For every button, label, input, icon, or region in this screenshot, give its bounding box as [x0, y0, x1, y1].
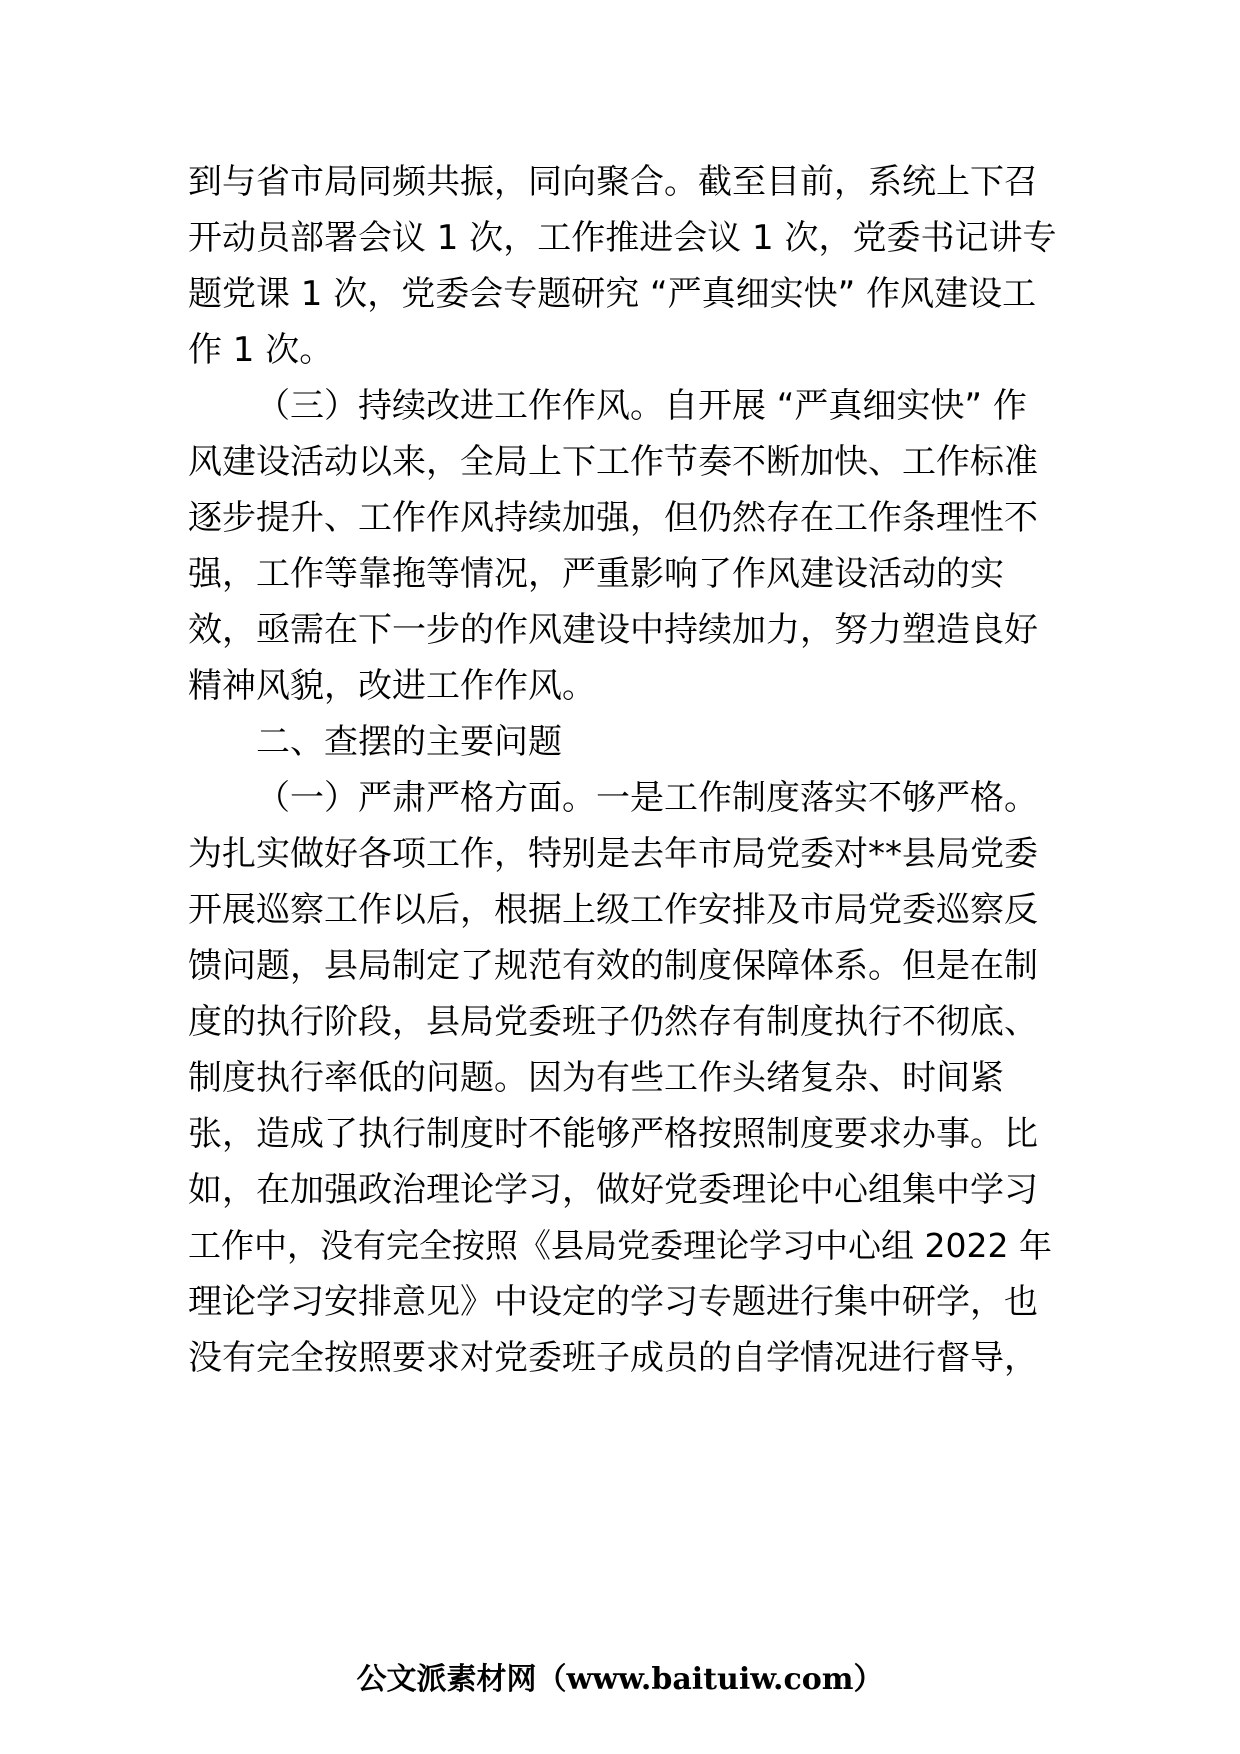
paragraph-line: 馈问题，县局制定了规范有效的制度保障体系。但是在制 — [188, 946, 1038, 986]
paragraph-line: 张，造成了执行制度时不能够严格按照制度要求办事。比 — [188, 1114, 1038, 1154]
paragraph-line: 题党课 1 次，党委会专题研究 “严真细实快” 作风建设工 — [188, 274, 1037, 314]
paragraph-line: （三）持续改进工作作风。自开展 “严真细实快” 作 — [256, 386, 1027, 426]
paragraph-line: 精神风貌，改进工作作风。 — [188, 666, 596, 706]
footer-watermark: 公文派素材网（www.baituiw.com） — [356, 1662, 884, 1697]
paragraph-line: 作 1 次。 — [188, 330, 334, 370]
paragraph-line: 制度执行率低的问题。因为有些工作头绪复杂、时间紧 — [188, 1058, 1004, 1098]
paragraph-line: 风建设活动以来，全局上下工作节奏不断加快、工作标准 — [188, 442, 1038, 482]
paragraph-line: 没有完全按照要求对党委班子成员的自学情况进行督导， — [188, 1338, 1038, 1378]
paragraph-line: 开展巡察工作以后，根据上级工作安排及市局党委巡察反 — [188, 890, 1038, 930]
paragraph-line: 工作中，没有完全按照《县局党委理论学习中心组 2022 年 — [188, 1226, 1052, 1265]
paragraph-line: 开动员部署会议 1 次，工作推进会议 1 次，党委书记讲专 — [188, 218, 1057, 258]
paragraph-line: （一）严肃严格方面。一是工作制度落实不够严格。 — [256, 778, 1038, 818]
paragraph-line: 为扎实做好各项工作，特别是去年市局党委对**县局党委 — [188, 834, 1038, 874]
paragraph-line: 如，在加强政治理论学习，做好党委理论中心组集中学习 — [188, 1170, 1038, 1210]
paragraph-line: 度的执行阶段，县局党委班子仍然存有制度执行不彻底、 — [188, 1002, 1038, 1042]
paragraph-line: 强，工作等靠拖等情况，严重影响了作风建设活动的实 — [188, 554, 1004, 594]
paragraph-line: 到与省市局同频共振，同向聚合。截至目前，系统上下召 — [188, 162, 1038, 202]
paragraph-line: 效，亟需在下一步的作风建设中持续加力，努力塑造良好 — [188, 610, 1038, 650]
section-heading: 二、查摆的主要问题 — [256, 722, 562, 762]
paragraph-line: 逐步提升、工作作风持续加强，但仍然存在工作条理性不 — [188, 498, 1038, 538]
paragraph-line: 理论学习安排意见》中设定的学习专题进行集中研学，也 — [188, 1282, 1038, 1322]
